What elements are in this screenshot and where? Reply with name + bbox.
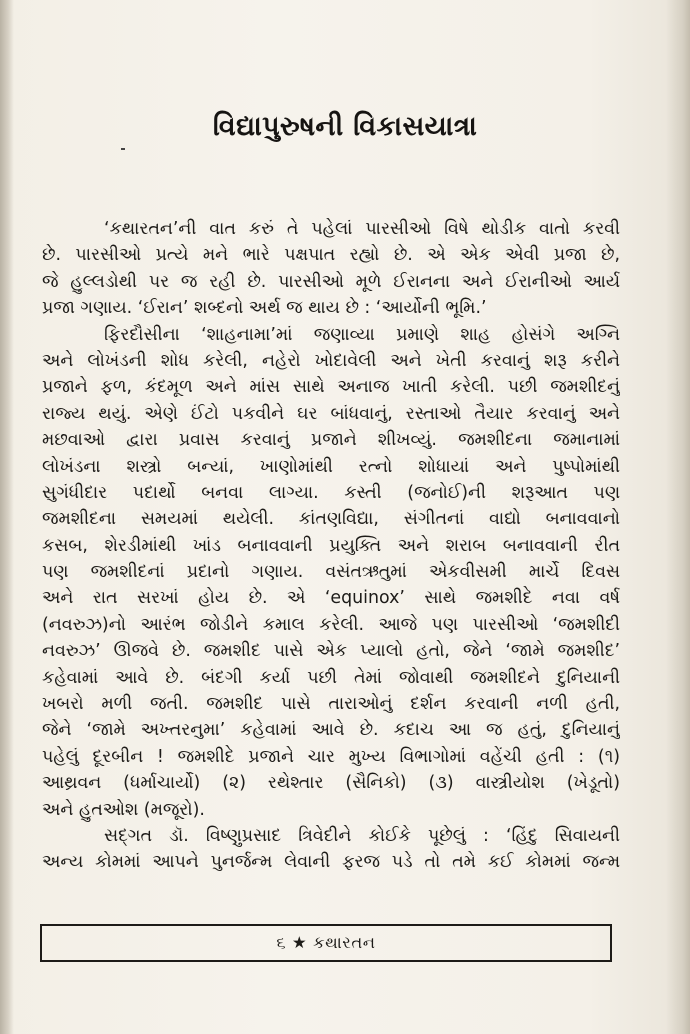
text-line: કસબ, શેરડીમાંથી ખાંડ બનાવવાની પ્રયુક્તિ અને શરાબ બનાવવાની રીત — [42, 535, 620, 556]
text-line: નવરુઝ’ ઊજવે છે. જમશીદ પાસે એક પ્યાલો હતો, જેને ‘જામે જમશીદ’ — [42, 641, 620, 662]
text-line: સદ્ગત ડૉ. વિષ્ણુપ્રસાદ ત્રિવેદીને કોઈકે પૂછેલું : ‘હિંદુ સિવાયની — [104, 825, 620, 846]
text-line: અન્ય કોમમાં આપને પુનર્જન્મ લેવાની ફરજ પડે તો તમે કઈ કોમમાં જન્મ — [42, 852, 620, 873]
bleed-through-text — [230, 58, 440, 88]
text-line: પ્રજા ગણાય. ‘ઈરાન’ શબ્દનો અર્થ જ થાય છે : ‘આર્યોની ભૂમિ.’ — [42, 298, 487, 319]
text-line: અને લોખંડની શોધ કરેલી, નહેરો ખોદાવેલી અને ખેતી કરવાનું શરૂ કરીને — [42, 350, 620, 371]
text-line: જેને ‘જામે અખ્તરનુમા’ કહેવામાં આવે છે. કદાચ આ જ હતું, દુનિયાનું — [42, 720, 620, 741]
text-line: આથ્રવન (ધર્માચાર્યો) (૨) રથેશ્તાર (સૈનિકો) (૩) વાસ્ત્રીયોશ (ખેડૂતો) — [42, 773, 620, 794]
text-line: ખબરો મળી જતી. જમશીદ પાસે તારાઓનું દર્શન કરવાની નળી હતી, — [42, 694, 620, 715]
text-line: કહેવામાં આવે છે. બંદગી કર્યા પછી તેમાં જોવાથી જમશીદને દુનિયાની — [42, 667, 620, 688]
text-line: અને હુતઓશ (મજૂરો). — [42, 799, 205, 820]
body-text — [42, 216, 620, 876]
stray-mark — [121, 148, 125, 150]
text-line: લોખંડના શસ્ત્રો બન્યાં, ખાણોમાંથી રત્નો શોધાયાં અને પુષ્પોમાંથી — [42, 456, 620, 477]
text-line: છે. પારસીઓ પ્રત્યે મને ભારે પક્ષપાત રહ્યો છે. એ એક એવી પ્રજા છે, — [42, 245, 620, 266]
text-line: પહેલું દૂરબીન ! જમશીદે પ્રજાને ચાર મુખ્ય વિભાગોમાં વહેંચી હતી : (૧) — [42, 746, 620, 767]
text-line: ફિરદૌસીના ‘શાહનામા’માં જણાવ્યા પ્રમાણે શાહ હોસંગે અગ્નિ — [104, 324, 620, 345]
text-line: ‘કથારતન’ની વાત કરું તે પહેલાં પારસીઓ વિષે થોડીક વાતો કરવી — [104, 219, 620, 239]
text-line: અને રાત સરખાં હોય છે. એ ‘equinox’ સાથે જમશીદે નવા વર્ષ — [42, 588, 620, 609]
text-line: રાજ્ય થયું. એણે ઈંટો પકવીને ઘર બાંધવાનું, રસ્તાઓ તૈયાર કરવાનું અને — [42, 403, 620, 424]
chapter-title: વિદ્યાપુરુષની વિકાસયાત્રા — [212, 111, 478, 142]
text-line: સુગંધીદાર પદાર્થો બનવા લાગ્યા. કસ્તી (જનોઈ)ની શરૂઆત પણ — [42, 482, 620, 503]
text-line: પણ જમશીદનાં પ્રદાનો ગણાય. વસંતઋતુમાં એકવીસમી માર્ચે દિવસ — [42, 562, 620, 583]
page-number-and-book-title: ૬ ★ કથારતન — [276, 933, 376, 952]
text-line: પ્રજાને ફળ, કંદમૂળ અને માંસ સાથે અનાજ ખાતી કરેલી. પછી જમશીદનું — [42, 377, 620, 398]
book-spine-shadow — [0, 0, 14, 1034]
text-line: (નવરુઝ)નો આરંભ જોડીને કમાલ કરેલી. આજે પણ પારસીઓ ‘જમશીદી — [42, 614, 620, 635]
page-edge-shadow — [666, 0, 690, 1034]
text-line: મછવાઓ દ્વારા પ્રવાસ કરવાનું પ્રજાને શીખવ્યું. જમશીદના જમાનામાં — [42, 430, 620, 451]
text-line: જે હુલ્લડોથી પર જ રહી છે. પારસીઓ મૂળે ઈરાનના અને ઈરાનીઓ આર્ય — [42, 271, 620, 292]
text-line: જમશીદના સમયમાં થયેલી. કાંતણવિદ્યા, સંગીતનાં વાદ્યો બનાવવાનો — [42, 509, 620, 530]
running-footer — [40, 924, 612, 962]
